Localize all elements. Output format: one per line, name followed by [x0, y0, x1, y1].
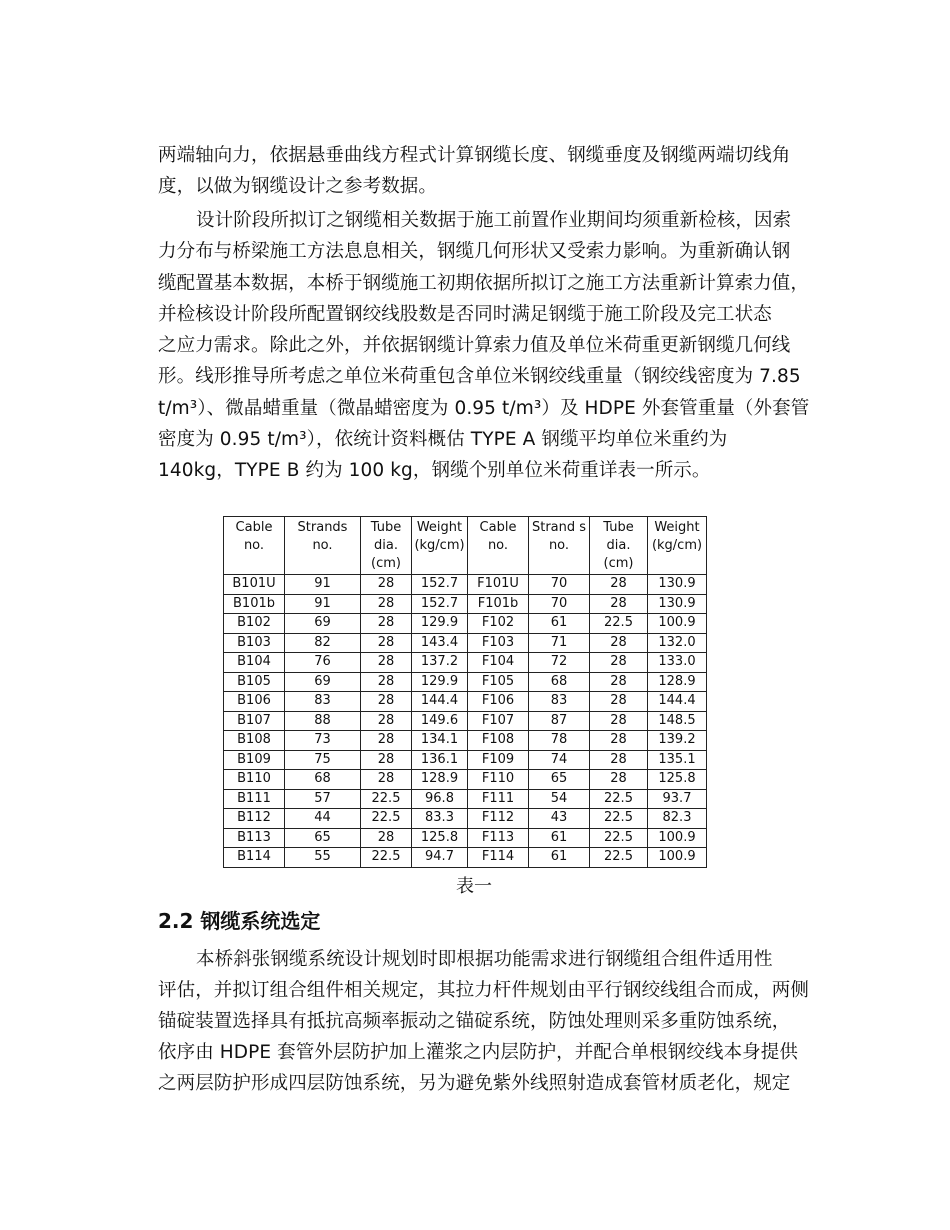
table-cell: 100.9 [648, 848, 707, 868]
table-cell: 22.5 [590, 614, 648, 634]
table-cell: B113 [224, 828, 285, 848]
table-row [224, 711, 707, 731]
table-row [224, 848, 707, 868]
table-cell: 55 [285, 848, 361, 868]
table-cell: 134.1 [412, 731, 468, 751]
table-cell: 28 [361, 692, 412, 712]
table-cell: 28 [361, 594, 412, 614]
table-cell: B112 [224, 809, 285, 829]
table-cell: 43 [529, 809, 590, 829]
table-cell: 28 [361, 614, 412, 634]
table-cell: F106 [468, 692, 529, 712]
table-cell: 28 [590, 653, 648, 673]
table-cell: 132.0 [648, 633, 707, 653]
header-cell: Strands no. [285, 517, 361, 575]
table-cell: 28 [590, 750, 648, 770]
header-cell: Strand s no. [529, 517, 590, 575]
paragraph-line: 依序由 HDPE 套管外层防护加上灌浆之内层防护，并配合单根钢绞线本身提供 [158, 1042, 798, 1063]
table-cell: 72 [529, 653, 590, 673]
paragraph-line: 密度为 0.95 t/m³），依统计资料概估 TYPE A 钢缆平均单位米重约为 [158, 429, 728, 450]
table-row [224, 633, 707, 653]
table-cell: 70 [529, 594, 590, 614]
table-cell: 54 [529, 789, 590, 809]
table-cell: 83 [529, 692, 590, 712]
table-cell: 74 [529, 750, 590, 770]
table-cell: 152.7 [412, 575, 468, 595]
table-cell: 139.2 [648, 731, 707, 751]
table-cell: 28 [590, 672, 648, 692]
table-cell: 137.2 [412, 653, 468, 673]
table-cell: B105 [224, 672, 285, 692]
table-cell: 28 [590, 633, 648, 653]
table-cell: 75 [285, 750, 361, 770]
table-cell: 68 [529, 672, 590, 692]
table-cell: B109 [224, 750, 285, 770]
paragraph-line: 缆配置基本数据，本桥于钢缆施工初期依据所拟订之施工方法重新计算索力值， [158, 273, 810, 294]
table-cell: F113 [468, 828, 529, 848]
paragraph-line: 设计阶段所拟订之钢缆相关数据于施工前置作业期间均须重新检核，因索 [196, 210, 792, 231]
table-cell: 130.9 [648, 575, 707, 595]
table-cell: 22.5 [590, 789, 648, 809]
table-cell: F103 [468, 633, 529, 653]
table-cell: 22.5 [361, 809, 412, 829]
table-cell: 130.9 [648, 594, 707, 614]
table-cell: B108 [224, 731, 285, 751]
table-cell: 28 [590, 770, 648, 790]
table-cell: B106 [224, 692, 285, 712]
table-cell: 22.5 [590, 828, 648, 848]
table-cell: 76 [285, 653, 361, 673]
header-cell: Cable no. [224, 517, 285, 575]
table-cell: 57 [285, 789, 361, 809]
table-row [224, 672, 707, 692]
paragraph-line: 评估，并拟订组合组件相关规定，其拉力杆件规划由平行钢绞线组合而成，两侧 [158, 980, 810, 1001]
paragraph-line: 度，以做为钢缆设计之参考数据。 [158, 176, 438, 197]
table-cell: B110 [224, 770, 285, 790]
table-row [224, 731, 707, 751]
table-cell: F104 [468, 653, 529, 673]
table-cell: 22.5 [361, 789, 412, 809]
table-cell: 22.5 [590, 848, 648, 868]
table-cell: 152.7 [412, 594, 468, 614]
header-cell: Tube dia. (cm) [590, 517, 648, 575]
table-body [224, 575, 707, 868]
table-cell: 133.0 [648, 653, 707, 673]
paragraph-line: 两端轴向力，依据悬垂曲线方程式计算钢缆长度、钢缆垂度及钢缆两端切线角 [158, 145, 791, 166]
table-row [224, 750, 707, 770]
table-row [224, 828, 707, 848]
table-cell: 69 [285, 672, 361, 692]
table-cell: B101b [224, 594, 285, 614]
table-cell: 100.9 [648, 828, 707, 848]
table-cell: 28 [361, 711, 412, 731]
header-cell: Tube dia. (cm) [361, 517, 412, 575]
table-cell: F101U [468, 575, 529, 595]
table-cell: F101b [468, 594, 529, 614]
header-cell: Cable no. [468, 517, 529, 575]
table-cell: 87 [529, 711, 590, 731]
table-cell: 144.4 [648, 692, 707, 712]
table-cell: 136.1 [412, 750, 468, 770]
table-cell: B101U [224, 575, 285, 595]
table-cell: 135.1 [648, 750, 707, 770]
table-cell: 129.9 [412, 672, 468, 692]
table-cell: 129.9 [412, 614, 468, 634]
paragraph-line: 并检核设计阶段所配置钢绞线股数是否同时满足钢缆于施工阶段及完工状态 [158, 304, 772, 325]
table-cell: 22.5 [590, 809, 648, 829]
table-row [224, 575, 707, 595]
table-cell: 28 [361, 653, 412, 673]
table-row [224, 789, 707, 809]
table-cell: B107 [224, 711, 285, 731]
table-cell: B104 [224, 653, 285, 673]
table-cell: 125.8 [648, 770, 707, 790]
table-cell: F111 [468, 789, 529, 809]
table-cell: 100.9 [648, 614, 707, 634]
table-cell: 22.5 [361, 848, 412, 868]
table-cell: 61 [529, 614, 590, 634]
table-cell: 70 [529, 575, 590, 595]
table-cell: 83.3 [412, 809, 468, 829]
table-cell: 28 [361, 633, 412, 653]
table-cell: 44 [285, 809, 361, 829]
table-cell: 28 [361, 770, 412, 790]
table-cell: 125.8 [412, 828, 468, 848]
table-cell: 28 [590, 692, 648, 712]
table-cell: 149.6 [412, 711, 468, 731]
table-row [224, 770, 707, 790]
table-header-row [224, 517, 707, 575]
table-cell: 143.4 [412, 633, 468, 653]
table-cell: 28 [361, 750, 412, 770]
table-row [224, 614, 707, 634]
table-cell: 94.7 [412, 848, 468, 868]
table-cell: 28 [361, 731, 412, 751]
table-cell: B111 [224, 789, 285, 809]
table-cell: 144.4 [412, 692, 468, 712]
paragraph-line: 形。线形推导所考虑之单位米荷重包含单位米钢绞线重量（钢绞线密度为 7.85 [158, 366, 801, 387]
table-cell: F107 [468, 711, 529, 731]
table-cell: B102 [224, 614, 285, 634]
table-cell: 93.7 [648, 789, 707, 809]
table-cell: 82 [285, 633, 361, 653]
table-cell: 69 [285, 614, 361, 634]
table-cell: 61 [529, 828, 590, 848]
table-caption: 表一 [456, 876, 492, 897]
table-cell: 65 [529, 770, 590, 790]
table-row [224, 594, 707, 614]
table-cell: 68 [285, 770, 361, 790]
table-cell: F105 [468, 672, 529, 692]
table-cell: 28 [361, 828, 412, 848]
table-cell: 28 [590, 575, 648, 595]
table-cell: 96.8 [412, 789, 468, 809]
table-cell: 91 [285, 575, 361, 595]
paragraph-line: 之应力需求。除此之外，并依据钢缆计算索力值及单位米荷重更新钢缆几何线 [158, 335, 791, 356]
paragraph-line: 本桥斜张钢缆系统设计规划时即根据功能需求进行钢缆组合组件适用性 [196, 949, 773, 970]
table-cell: 88 [285, 711, 361, 731]
table-cell: 78 [529, 731, 590, 751]
paragraph-line: 锚碇装置选择具有抵抗高频率振动之锚碇系统，防蚀处理则采多重防蚀系统， [158, 1011, 791, 1032]
table-cell: 83 [285, 692, 361, 712]
paragraph-line: 力分布与桥梁施工方法息息相关，钢缆几何形状又受索力影响。为重新确认钢 [158, 241, 791, 262]
table-cell: F112 [468, 809, 529, 829]
table-cell: 71 [529, 633, 590, 653]
table-cell: 28 [361, 575, 412, 595]
table-cell: 28 [361, 672, 412, 692]
table-cell: F110 [468, 770, 529, 790]
paragraph-line: t/m³）、微晶蜡重量（微晶蜡密度为 0.95 t/m³）及 HDPE 外套管重量（外套管 [158, 398, 810, 419]
table-cell: 65 [285, 828, 361, 848]
header-cell: Weight (kg/cm) [648, 517, 707, 575]
table-cell: F114 [468, 848, 529, 868]
table-cell: 128.9 [648, 672, 707, 692]
table-cell: B103 [224, 633, 285, 653]
paragraph-line: 之两层防护形成四层防蚀系统，另为避免紫外线照射造成套管材质老化，规定 [158, 1073, 791, 1094]
table-row [224, 692, 707, 712]
table-cell: B114 [224, 848, 285, 868]
table-cell: F109 [468, 750, 529, 770]
table-cell: 73 [285, 731, 361, 751]
table-cell: 91 [285, 594, 361, 614]
paragraph-line: 140kg，TYPE B 约为 100 kg，钢缆个别单位米荷重详表一所示。 [158, 460, 711, 481]
table-cell: 28 [590, 594, 648, 614]
table-row [224, 809, 707, 829]
table-row [224, 653, 707, 673]
table-cell: F108 [468, 731, 529, 751]
table-cell: 82.3 [648, 809, 707, 829]
table-cell: 28 [590, 711, 648, 731]
table-cell: 128.9 [412, 770, 468, 790]
table-cell: 28 [590, 731, 648, 751]
table-cell: 61 [529, 848, 590, 868]
cable-weight-table [223, 516, 707, 868]
section-heading: 2.2 钢缆系统选定 [158, 909, 321, 933]
table-cell: F102 [468, 614, 529, 634]
table-cell: 148.5 [648, 711, 707, 731]
header-cell: Weight (kg/cm) [412, 517, 468, 575]
